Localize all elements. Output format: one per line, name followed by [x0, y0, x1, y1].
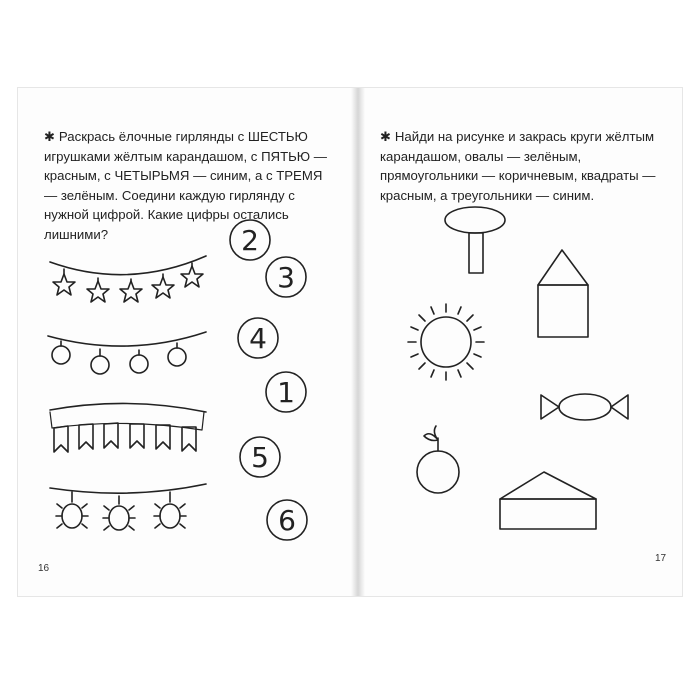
ball-ornament [168, 343, 186, 366]
garland-balls [48, 332, 206, 374]
digit-label: 6 [278, 504, 296, 537]
sun-figure [408, 304, 484, 380]
digit-circles [230, 220, 307, 540]
flag-ornament [104, 423, 118, 448]
flag-ornament [130, 424, 144, 448]
ball-ornament [130, 350, 148, 373]
apple-figure [417, 426, 459, 493]
digit-label: 5 [251, 441, 269, 474]
mushroom-figure [445, 207, 505, 273]
ball-ornament [52, 341, 70, 364]
flag-ornament [79, 424, 93, 449]
garland-stars [50, 256, 206, 302]
flag-ornament [156, 425, 170, 449]
bug-ornament [103, 496, 135, 530]
house-figure [538, 250, 588, 337]
right-page-shapes [408, 207, 628, 529]
right-task-text: Найди на рисунке и закрась круги жёлтым карандашом, овалы — зелёным, прямоугольники — коричневым, квадраты — красным, а треугольники — синим. [380, 129, 656, 203]
digit-label: 4 [249, 322, 267, 355]
asterisk-icon: ✱ [44, 129, 55, 144]
digit-label: 2 [241, 224, 259, 257]
flag-ornament [54, 426, 68, 452]
star-ornament [181, 263, 203, 287]
left-task-text: Раскрась ёлочные гирлянды с ШЕСТЬЮ игрушками жёлтым карандашом, с ПЯТЬЮ — красным, с ЧЕТЫРЬМЯ — синим, а с ТРЕМЯ — зелёным. Соедини каждую гирлянду с нужной цифрой. Какие цифры остались лишними? [44, 129, 327, 242]
digit-label: 1 [277, 376, 295, 409]
bug-ornament [154, 492, 186, 528]
star-ornament [120, 279, 142, 302]
garland-flags [50, 403, 206, 452]
digit-labels [241, 224, 296, 537]
page-number-left: 16 [38, 563, 50, 574]
digit-label: 3 [277, 261, 295, 294]
bug-ornament [56, 492, 88, 528]
trapezoid-figure [500, 472, 596, 529]
flag-ornament [182, 427, 196, 451]
star-ornament [87, 278, 109, 302]
page-number-right: 17 [655, 553, 667, 564]
candy-figure [541, 394, 628, 420]
star-ornament [53, 269, 75, 295]
star-ornament [152, 274, 174, 298]
asterisk-icon: ✱ [380, 129, 391, 144]
garland-bugs [50, 484, 206, 530]
ball-ornament [91, 349, 109, 374]
